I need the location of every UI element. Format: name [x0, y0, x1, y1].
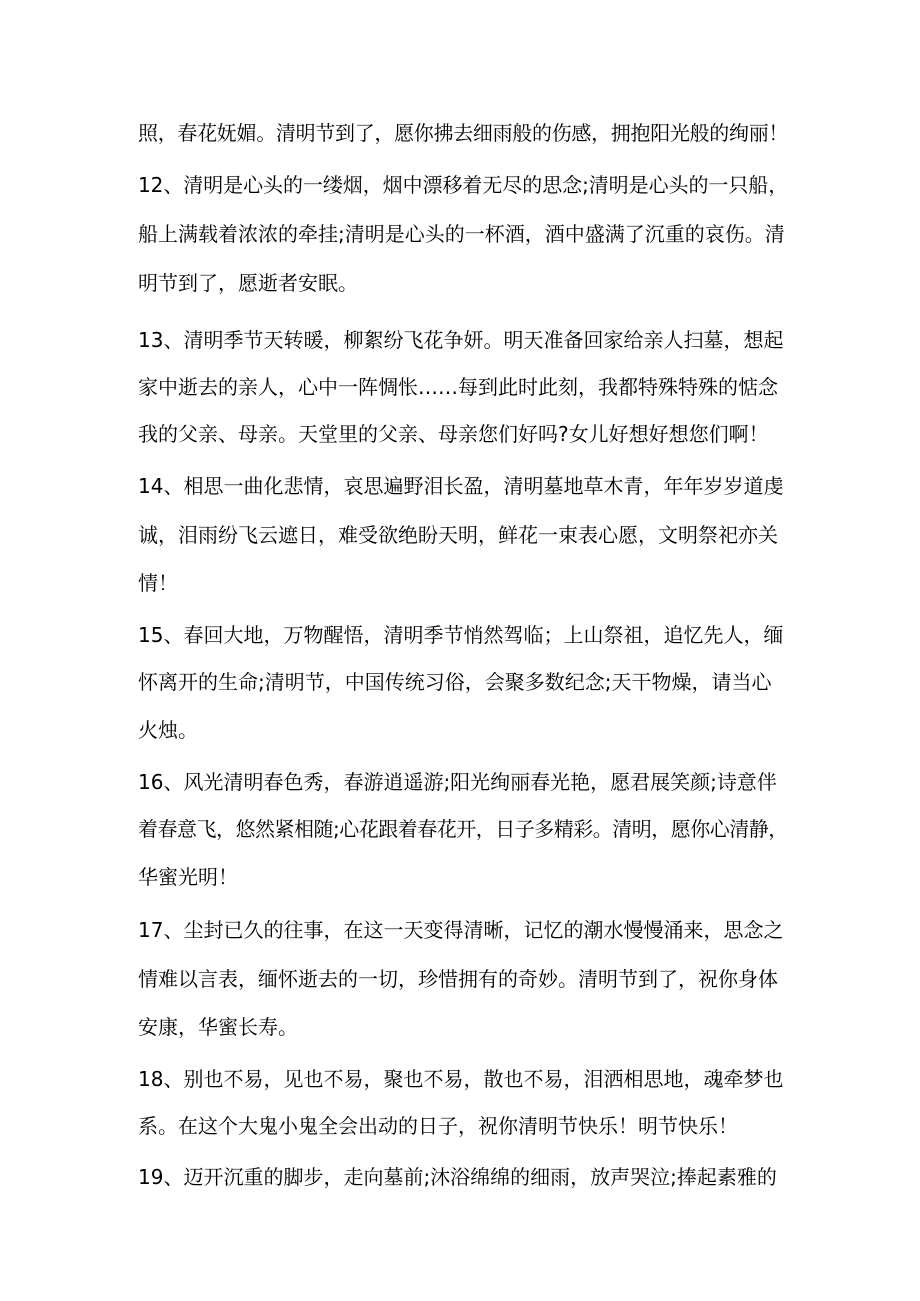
text-line: 家中逝去的亲人，心中一阵惆怅……每到此时此刻，我都特殊特殊的惦念 — [138, 375, 778, 399]
text-line: 13、清明季节天转暖，柳絮纷飞花争妍。明天准备回家给亲人扫墓，想起 — [138, 328, 784, 352]
text-line: 诚，泪雨纷飞云遮日，难受欲绝盼天明，鲜花一束表心愿，文明祭祀亦关 — [138, 523, 778, 547]
text-line: 明节到了，愿逝者安眠。 — [138, 271, 358, 295]
text-line: 系。在这个大鬼小鬼全会出动的日子，祝你清明节快乐！明节快乐！ — [138, 1114, 738, 1138]
text-line: 15、春回大地，万物醒悟，清明季节悄然驾临；上山祭祖，追忆先人，缅 — [138, 623, 784, 647]
text-line: 我的父亲、母亲。天堂里的父亲、母亲您们好吗?女儿好想好想您们啊！ — [138, 422, 769, 446]
text-line: 14、相思一曲化悲情，哀思遍野泪长盈，清明墓地草木青，年年岁岁道虔 — [138, 474, 784, 498]
text-line: 19、迈开沉重的脚步，走向墓前;沐浴绵绵的细雨，放声哭泣;捧起素雅的 — [138, 1165, 777, 1189]
text-line: 17、尘封已久的往事，在这一天变得清晰，记忆的潮水慢慢涌来，思念之 — [138, 918, 784, 942]
text-line: 12、清明是心头的一缕烟，烟中漂移着无尽的思念;清明是心头的一只船， — [138, 173, 789, 197]
text-line: 怀离开的生命;清明节，中国传统习俗，会聚多数纪念;天干物燥，请当心 — [138, 670, 772, 694]
text-line: 安康，华蜜长寿。 — [138, 1015, 298, 1039]
text-line: 照，春花妩媚。清明节到了，愿你拂去细雨般的伤感，拥抱阳光般的绚丽！ — [138, 121, 789, 145]
text-line: 18、别也不易，见也不易，聚也不易，散也不易，泪洒相思地，魂牵梦也 — [138, 1067, 784, 1091]
text-line: 情！ — [138, 571, 178, 595]
text-line: 火烛。 — [138, 718, 198, 742]
text-line: 着春意飞，悠然紧相随;心花跟着春花开，日子多精彩。清明，愿你心清静， — [138, 817, 788, 841]
text-line: 16、风光清明春色秀，春游逍遥游;阳光绚丽春光艳，愿君展笑颜;诗意伴 — [138, 770, 777, 794]
text-line: 华蜜光明！ — [138, 865, 238, 889]
text-line: 情难以言表，缅怀逝去的一切，珍惜拥有的奇妙。清明节到了，祝你身体 — [138, 967, 778, 991]
text-line: 船上满载着浓浓的牵挂;清明是心头的一杯酒，酒中盛满了沉重的哀伤。清 — [138, 222, 785, 246]
